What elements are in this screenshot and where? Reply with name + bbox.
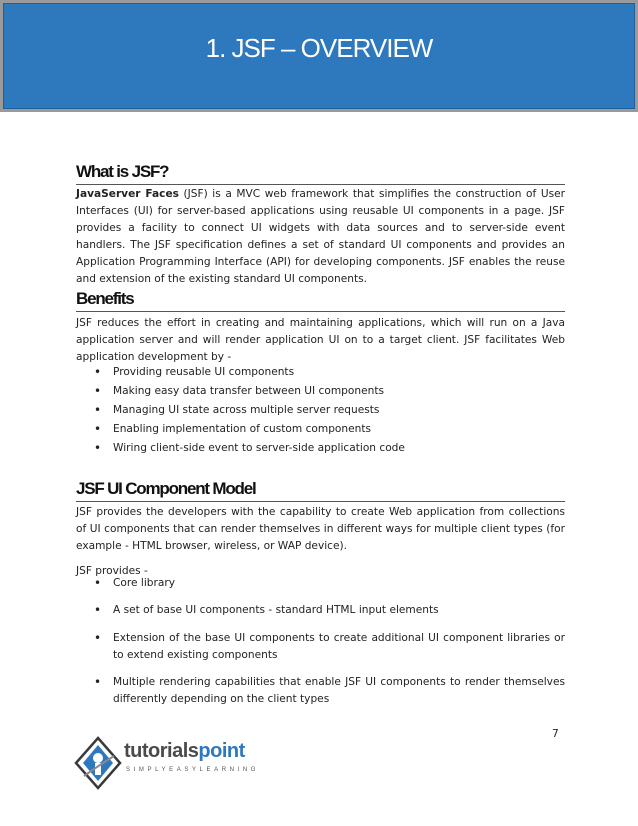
paragraph-component-model: JSF provides the developers with the capability to create Web application from collections of UI components that can render themselves in different ways for multiple client types (for example - HTML browser, wireless, or WAP device).: [76, 506, 565, 552]
tutorialspoint-logo: [74, 736, 274, 790]
heading-benefits: Benefits: [76, 289, 565, 312]
bullet-icon: •: [94, 422, 102, 436]
bullet-icon: •: [94, 603, 102, 617]
logo-wordmark: tutorialspoint: [124, 740, 245, 762]
list-item: • A set of base UI components - standard HTML input elements: [94, 603, 439, 617]
list-item: • Wiring client-side event to server-side application code: [94, 441, 405, 455]
logo-tagline: SIMPLYEASYLEARNING: [126, 767, 260, 773]
list-item: • Managing UI state across multiple server requests: [94, 403, 380, 417]
bullet-icon: •: [94, 576, 102, 590]
heading-what-is-jsf: What is JSF?: [76, 162, 565, 185]
bullet-icon: •: [94, 403, 102, 417]
paragraph-jsf-provides: JSF provides -: [76, 565, 148, 577]
paragraph-benefits: JSF reduces the effort in creating and maintaining applications, which will run on a Java application server and will render application UI on to a target client. JSF facilitates Web application development by -: [76, 317, 565, 363]
chapter-banner: [0, 0, 638, 112]
logo-emblem-icon: [74, 736, 122, 790]
list-item: • Multiple rendering capabilities that enable JSF UI components to render themselves differently depending on the client types: [94, 675, 565, 705]
list-item: • Extension of the base UI components to create additional UI component libraries or to extend existing components: [94, 631, 565, 661]
list-item: • Making easy data transfer between UI components: [94, 384, 384, 398]
bullet-icon: •: [94, 675, 102, 689]
page-number: 7: [552, 728, 559, 740]
list-item: • Enabling implementation of custom components: [94, 422, 372, 436]
bullet-icon: •: [94, 631, 102, 645]
paragraph-what-is-jsf: [76, 186, 565, 288]
bullet-icon: •: [94, 384, 102, 398]
bullet-icon: •: [94, 365, 102, 379]
bullet-icon: •: [94, 441, 102, 455]
benefits-list: [92, 364, 565, 457]
list-item: • Core library: [94, 576, 175, 590]
heading-component-model: JSF UI Component Model: [76, 479, 565, 502]
chapter-title: 1. JSF – OVERVIEW: [205, 33, 433, 63]
jsf-term: JavaServer Faces: [76, 188, 179, 200]
jsf-description: (JSF) is a MVC web framework that simplifies the construction of User Interfaces (UI) for server-based applications using reusable UI components in a page. JSF provides a facility to connect UI widgets with data sources and to server-side event handlers. The JSF specification defines a set of standard UI components and provides an Application Programming Interface (API) for developing components. JSF enables the reuse and extension of the existing standard UI components.: [76, 188, 565, 285]
list-item: • Providing reusable UI components: [94, 365, 295, 379]
